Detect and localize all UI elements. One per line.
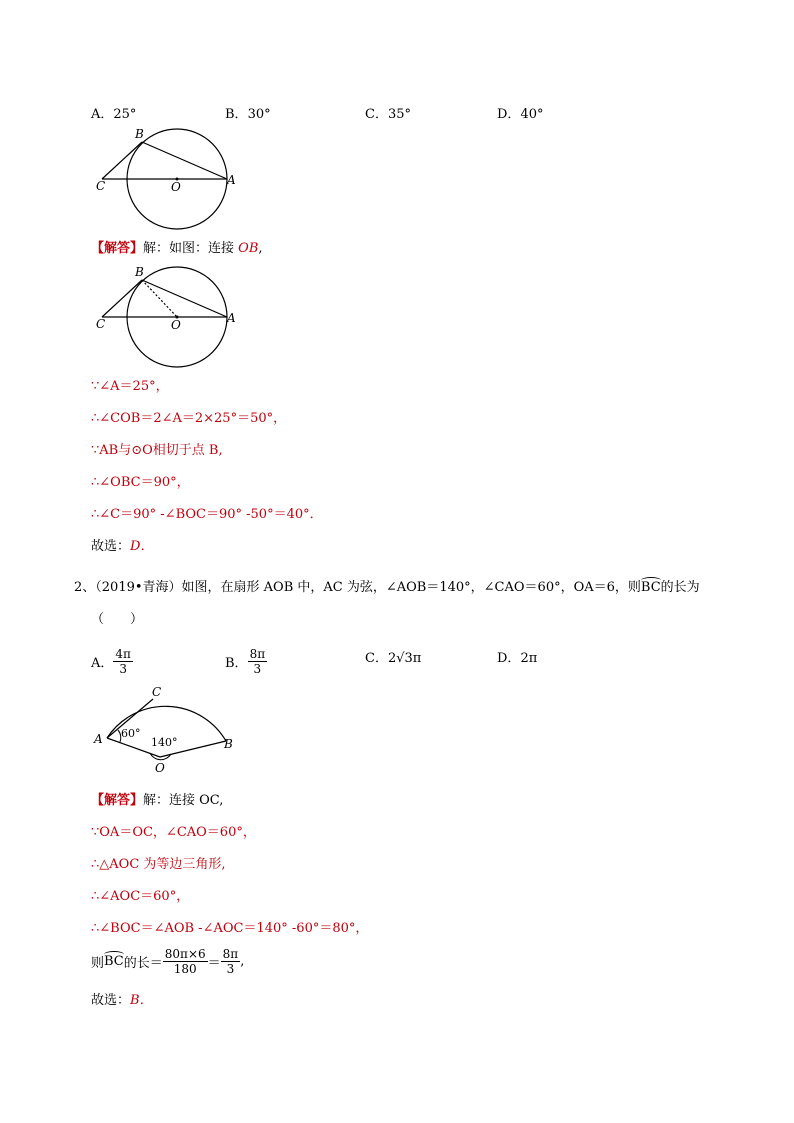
q1-step-5: ∴∠C＝90° -∠BOC＝90° -50°＝40°． (91, 507, 323, 522)
label-c: C (96, 317, 106, 331)
label-b: B (135, 265, 144, 279)
q2-option-b: B． $\frac{8\pi}{3}$ (225, 647, 266, 676)
q1-step-2: ∴∠COB＝2∠A＝2×25°＝50°， (91, 411, 287, 426)
q1-figure-solution (90, 262, 250, 372)
q2-final-line: 则BC的长＝ $\frac{80\pi\times 6}{180}$ ＝ $\frac{8\pi}{3}$ , (91, 947, 245, 976)
label-c: C (152, 685, 162, 699)
q2-step-3: ∴∠AOC＝60°， (91, 889, 190, 904)
label-b: B (224, 737, 233, 751)
label-o: O (155, 761, 165, 775)
label-a: A (94, 732, 103, 746)
label-60: 60° (121, 727, 141, 740)
label-o: O (171, 318, 181, 332)
q2-stem: 2、（2019•青海）如图，在扇形 AOB 中，AC 为弦，∠AOB＝140°，∠CAO＝60°，OA＝6，则BC的长为 (74, 580, 700, 595)
label-b: B (135, 127, 144, 141)
q2-choice: 故选：B． (91, 993, 153, 1008)
label-a: A (227, 311, 236, 325)
q1-answer-intro: 【解答】解：如图：连接 OB, (91, 241, 263, 256)
label-o: O (171, 180, 181, 194)
q2-step-1: ∵OA＝OC，∠CAO＝60°， (91, 825, 256, 840)
q2-option-a: A． $\frac{4\pi}{3}$ (91, 647, 131, 676)
line-ba (142, 142, 227, 179)
q1-step-4: ∴∠OBC＝90°， (91, 475, 190, 490)
q2-step-2: ∴△AOC 为等边三角形, (91, 857, 226, 872)
q2-paren: （ ） (91, 612, 144, 627)
q2-option-c: C．2√3π (365, 651, 422, 666)
label-c: C (96, 179, 106, 193)
label-a: A (227, 173, 236, 187)
q1-step-1: ∵∠A＝25°， (91, 379, 169, 394)
q2-figure (90, 682, 250, 777)
line-ba (142, 280, 227, 317)
q1-option-d: D．40° (497, 107, 544, 122)
label-140: 140° (151, 736, 178, 749)
line-cb (102, 142, 142, 179)
line-cb (102, 280, 142, 317)
q1-option-a: A．25° (91, 107, 137, 122)
q1-figure (90, 122, 250, 232)
q2-step-4: ∴∠BOC＝∠AOB -∠AOC＝140° -60°＝80°， (91, 921, 369, 936)
line-ob-dotted (142, 280, 177, 317)
q1-choice: 故选：D． (91, 539, 154, 554)
q1-step-3: ∵AB与⊙O相切于点 B, (91, 443, 223, 458)
q2-answer-intro: 【解答】解：连接 OC, (91, 793, 224, 808)
q1-option-c: C．35° (365, 107, 411, 122)
q2-option-d: D．2π (497, 651, 538, 666)
q1-option-b: B．30° (225, 107, 271, 122)
